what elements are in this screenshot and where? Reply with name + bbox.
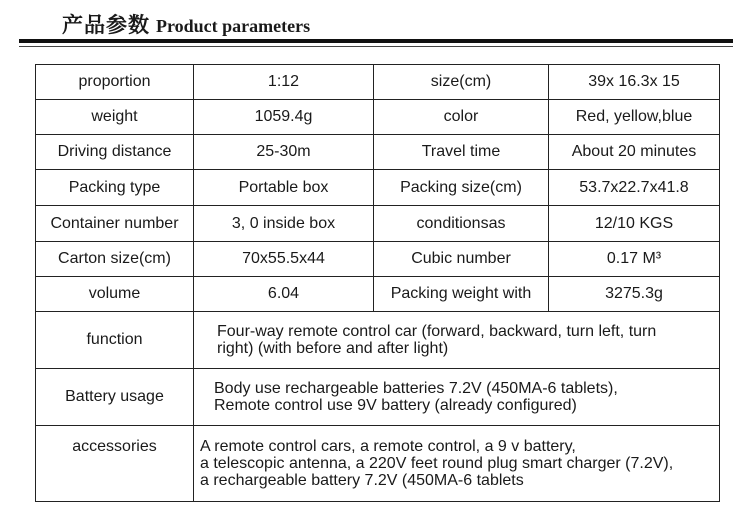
param-label: Travel time [374,135,549,170]
param-value: 0.17 M³ [549,242,720,277]
param-label: volume [36,277,194,312]
header-rule-thick [19,39,733,43]
function-line: Four-way remote control car (forward, backward, turn left, turn [217,323,657,340]
param-label: Cubic number [374,242,549,277]
header-title-cn: 产品参数 [62,13,150,37]
param-value: 12/10 KGS [549,206,720,242]
param-value: 3, 0 inside box [194,206,374,242]
param-value: 1:12 [194,65,374,100]
table-row-accessories [36,426,720,502]
param-label: Container number [36,206,194,242]
product-parameters-table [35,64,720,502]
table-row [36,135,720,170]
param-value: 25-30m [194,135,374,170]
param-label: proportion [36,65,194,100]
param-value: 6.04 [194,277,374,312]
param-value: 1059.4g [194,100,374,135]
accessories-line: a telescopic antenna, a 220V feet round plug smart charger (7.2V), [200,455,674,472]
accessories-line: a rechargeable battery 7.2V (450MA-6 tablets [200,472,524,489]
param-value: 3275.3g [549,277,720,312]
header-rule-thin [19,46,733,47]
table-row-function [36,312,720,369]
accessories-line: A remote control cars, a remote control, a 9 v battery, [200,438,576,455]
battery-line: Remote control use 9V battery (already configured) [214,397,577,414]
function-line: right) (with before and after light) [217,340,449,357]
battery-description [194,369,720,426]
param-label: size(cm) [374,65,549,100]
accessories-description [194,426,720,502]
param-label: Packing weight with [374,277,549,312]
param-label: conditionsas [374,206,549,242]
function-label: function [36,312,194,369]
section-header [62,9,310,39]
param-label: weight [36,100,194,135]
param-label: color [374,100,549,135]
table-row [36,170,720,206]
header-title-en: Product parameters [156,16,311,36]
table-row [36,277,720,312]
param-label: Driving distance [36,135,194,170]
param-value: Portable box [194,170,374,206]
table-row [36,65,720,100]
param-value: Red, yellow,blue [549,100,720,135]
table-row [36,242,720,277]
param-label: Carton size(cm) [36,242,194,277]
table-row [36,100,720,135]
table-row-battery [36,369,720,426]
param-value: 39x 16.3x 15 [549,65,720,100]
param-value: 53.7x22.7x41.8 [549,170,720,206]
battery-line: Body use rechargeable batteries 7.2V (450MA-6 tablets), [214,380,618,397]
battery-label: Battery usage [36,369,194,426]
param-label: Packing type [36,170,194,206]
function-description [194,312,720,369]
param-value: About 20 minutes [549,135,720,170]
accessories-label: accessories [36,426,194,502]
table-row [36,206,720,242]
param-value: 70x55.5x44 [194,242,374,277]
param-label: Packing size(cm) [374,170,549,206]
